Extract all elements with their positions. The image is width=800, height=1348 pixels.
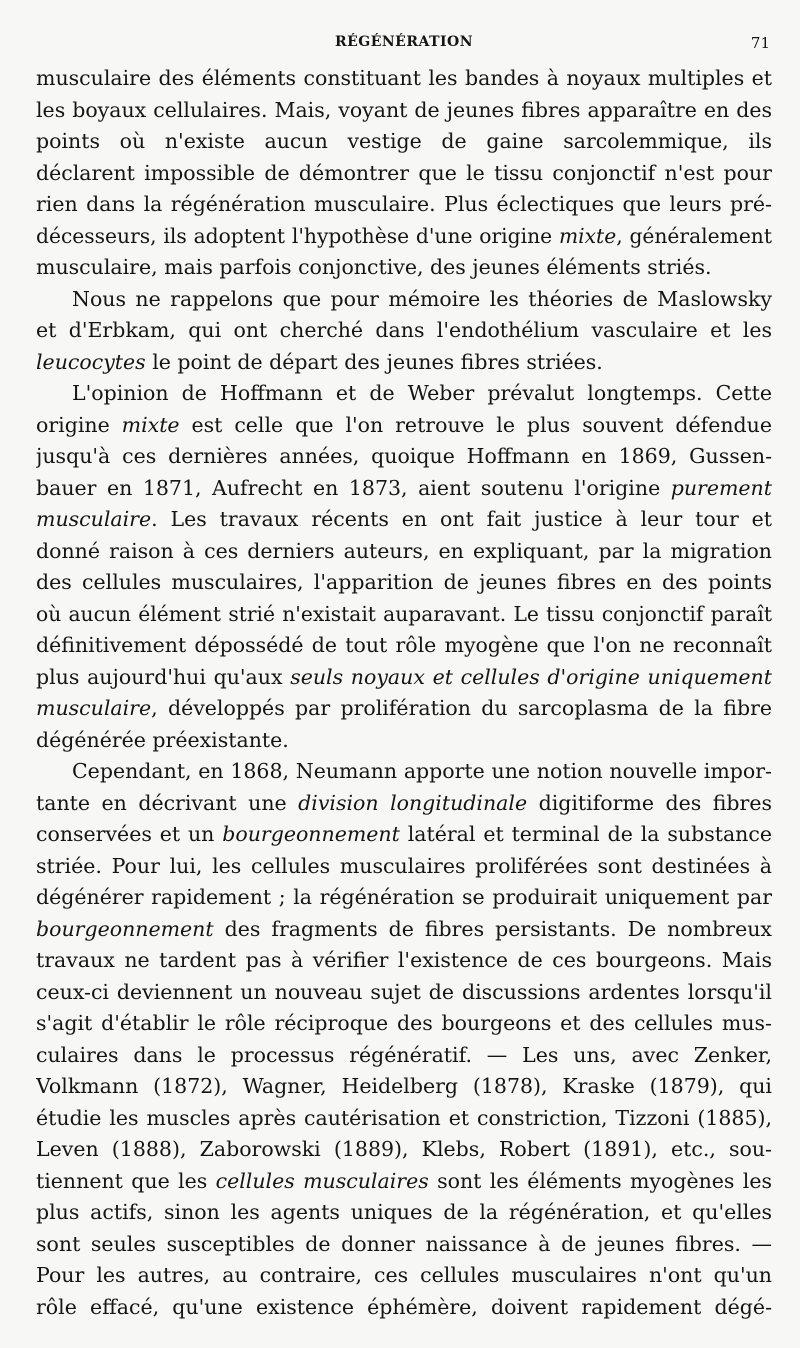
text-line (36, 882, 772, 914)
text-line (36, 630, 772, 662)
line-text: travaux ne tardent pas à vérifier l'existence de ces bourgeons. Mais (36, 948, 772, 972)
body-text (36, 63, 772, 1323)
text-line (36, 504, 772, 536)
line-text: rôle effacé, qu'une existence éphémère, doivent rapidement dégé- (36, 1294, 772, 1319)
line-text: Volkmann (1872), Wagner, Heidelberg (1878), Kraske (1879), qui (36, 1074, 772, 1098)
text-line (36, 756, 772, 788)
page-number: 71 (750, 34, 770, 52)
text-line (36, 1103, 772, 1135)
line-text: bauer en 1871, Aufrecht en 1873, aient soutenu l'origine (36, 475, 671, 500)
italic-term: musculaire (36, 507, 152, 531)
line-text: L'opinion de Hoffmann et de Weber prévalut longtemps. Cette (72, 381, 772, 405)
italic-term: leucocytes (36, 349, 146, 374)
line-text: ceux-ci deviennent un nouveau sujet de discussions ardentes lorsqu'il (36, 979, 772, 1004)
line-text: striée. Pour lui, les cellules musculaires proliférées sont destinées à (36, 853, 772, 878)
text-line (36, 693, 772, 725)
text-line (36, 536, 772, 568)
text-line (36, 410, 772, 442)
line-text: musculaire des éléments constituant les bandes à noyaux multiples et (36, 66, 772, 90)
line-text: , développés par prolifération du sarcoplasma de la fibre (151, 696, 772, 720)
text-line (36, 662, 772, 694)
text-line (36, 63, 772, 95)
running-head (36, 34, 772, 54)
line-text: Cependant, en 1868, Neumann apporte une notion nouvelle impor- (72, 759, 772, 783)
line-text: sont les éléments myogènes les (428, 1168, 772, 1193)
text-line (36, 1008, 772, 1040)
running-title: RÉGÉNÉRATION (334, 34, 474, 50)
line-text: donné raison à ces derniers auteurs, en expliquant, par la migration (36, 538, 772, 563)
italic-term: seuls noyaux et cellules d'origine uniquement (290, 664, 772, 689)
line-text: plus actifs, sinon les agents uniques de la régénération, et qu'elles (36, 1200, 772, 1224)
line-text: le point de départ des jeunes fibres striées. (145, 349, 603, 374)
line-text: des fragments de fibres persistants. De nombreux (213, 916, 772, 941)
text-line (36, 473, 772, 505)
line-text: définitivement dépossédé de tout rôle myogène que l'on ne reconnaît (36, 633, 772, 657)
italic-term: musculaire (36, 696, 152, 720)
italic-term: purement (670, 475, 772, 500)
text-line (36, 189, 772, 221)
text-line (36, 819, 772, 851)
text-line (36, 1166, 772, 1198)
text-line (36, 1071, 772, 1103)
line-text: Pour les autres, au contraire, ces cellules musculaires n'ont qu'un (36, 1263, 772, 1287)
line-text: étudie les muscles après cautérisation et constriction, Tizzoni (1885), (36, 1105, 772, 1130)
line-text: plus aujourd'hui qu'aux (36, 664, 291, 689)
italic-term: mixte (558, 223, 617, 248)
line-text: digitiforme des fibres (527, 790, 772, 815)
line-text: tante en décrivant une (36, 790, 299, 815)
line-text: Nous ne rappelons que pour mémoire les théories de Maslowsky (72, 286, 772, 311)
line-text: , généralement (616, 223, 772, 248)
line-text: où aucun élément strié n'existait auparavant. Le tissu conjonctif paraît (36, 601, 772, 626)
text-line (36, 1229, 772, 1261)
italic-term: mixte (121, 412, 180, 437)
line-text: les boyaux cellulaires. Mais, voyant de jeunes fibres apparaître en des (36, 97, 772, 122)
text-line (36, 977, 772, 1009)
text-line (36, 1197, 772, 1229)
italic-term: division longitudinale (298, 790, 528, 815)
text-line (36, 252, 772, 284)
line-text: culaires dans le processus régénératif. — Les uns, avec Zenker, (36, 1042, 772, 1067)
italic-term: bourgeonnement (222, 822, 400, 846)
line-text: . Les travaux récents en ont fait justice à leur tour et (151, 507, 772, 531)
line-text: déclarent impossible de démontrer que le tissu conjonctif n'est pour (36, 160, 772, 185)
italic-term: bourgeonnement (36, 916, 214, 941)
line-text: origine (36, 412, 122, 437)
text-line (36, 567, 772, 599)
line-text: musculaire, mais parfois conjonctive, des jeunes éléments striés. (36, 255, 712, 279)
text-line (36, 1134, 772, 1166)
text-line (36, 126, 772, 158)
text-line (36, 221, 772, 253)
line-text: tiennent que les (36, 1168, 216, 1193)
text-line (36, 315, 772, 347)
line-text: est celle que l'on retrouve le plus souvent défendue (179, 412, 772, 437)
text-line (36, 1292, 772, 1324)
text-line (36, 725, 772, 757)
text-line (36, 914, 772, 946)
line-text: conservées et un (36, 822, 223, 846)
text-line (36, 851, 772, 883)
text-line (36, 945, 772, 977)
italic-term: cellules musculaires (215, 1168, 429, 1193)
text-line (36, 599, 772, 631)
line-text: s'agit d'établir le rôle réciproque des bourgeons et des cellules mus- (36, 1011, 772, 1035)
text-line (36, 788, 772, 820)
text-line (36, 1040, 772, 1072)
line-text: des cellules musculaires, l'apparition de jeunes fibres en des points (36, 570, 772, 594)
text-line (36, 95, 772, 127)
text-line (36, 347, 772, 379)
line-text: dégénérer rapidement ; la régénération se produirait uniquement par (36, 885, 772, 909)
line-text: latéral et terminal de la substance (399, 822, 772, 846)
line-text: points où n'existe aucun vestige de gaine sarcolemmique, ils (36, 129, 772, 153)
line-text: rien dans la régénération musculaire. Plus éclectiques que leurs pré- (36, 192, 772, 216)
line-text: décesseurs, ils adoptent l'hypothèse d'une origine (36, 223, 559, 248)
text-line (36, 378, 772, 410)
line-text: dégénérée préexistante. (36, 727, 289, 752)
text-line (36, 441, 772, 473)
line-text: Leven (1888), Zaborowski (1889), Klebs, Robert (1891), etc., sou- (36, 1137, 772, 1161)
text-line (36, 284, 772, 316)
line-text: et d'Erbkam, qui ont cherché dans l'endothélium vasculaire et les (36, 318, 772, 342)
text-line (36, 158, 772, 190)
line-text: jusqu'à ces dernières années, quoique Hoffmann en 1869, Gussen- (36, 444, 772, 468)
text-line (36, 1260, 772, 1292)
line-text: sont seules susceptibles de donner naissance à de jeunes fibres. — (36, 1231, 772, 1256)
